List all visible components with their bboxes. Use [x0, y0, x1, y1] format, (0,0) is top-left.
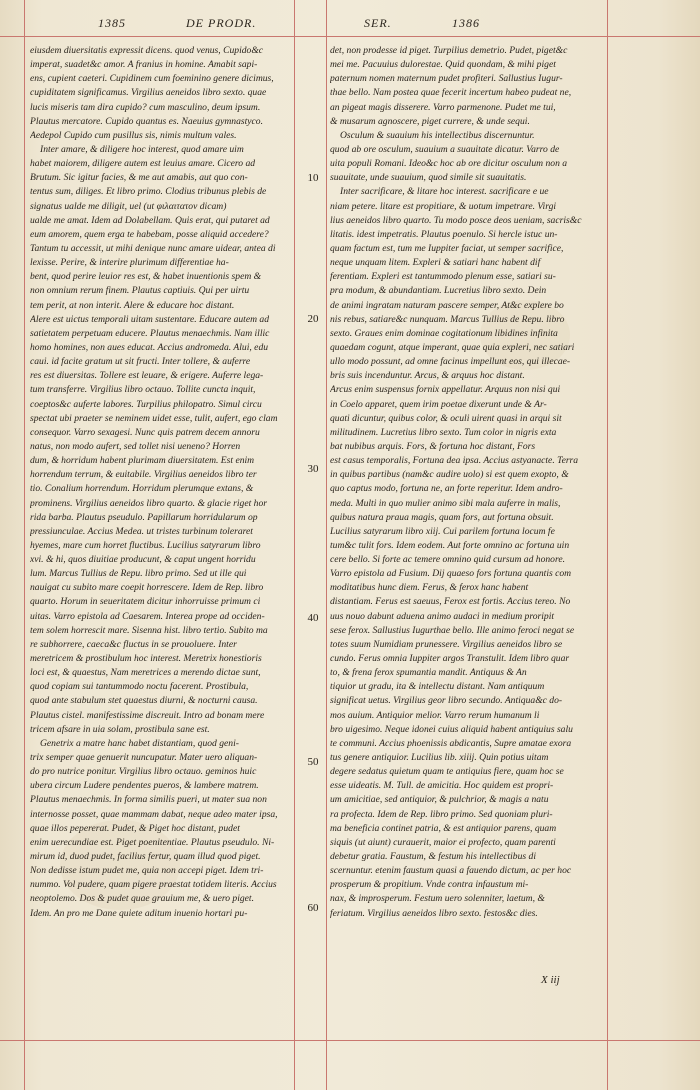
text-line: mos auium. Antiquior melior. Varro rerum humanum li: [330, 709, 540, 721]
margin-line-number: 20: [307, 313, 319, 325]
text-line: to, & frena ferox spumantia mandit. Antiquus & An: [330, 667, 527, 679]
text-line: scernuntur. etenim faustum quasi a fauendo dictum, ac per hoc: [330, 865, 572, 877]
text-line: nauigat cu subito mare coepit horrescere. Idem de Rep. libro: [30, 582, 264, 594]
left-page-number: 1385: [98, 16, 126, 30]
footer-rule: [0, 1040, 700, 1041]
text-line: xvi. & hi, quos diuitiae producunt, & caput ungent horridu: [30, 554, 256, 566]
text-line: niam petere. litare est propitiare, & uotum impetrare. Virgi: [330, 200, 557, 212]
text-line: sexto. Graues enim dominae cogitationum libidines infinita: [330, 327, 558, 339]
text-line: satietatem perpetuam educere. Plautus menaechmis. Nam illic: [30, 327, 270, 339]
text-line: quam factum est, tum me Iuppiter faciat, ut semper sacrifice,: [330, 242, 564, 254]
text-line: neque unquam litem. Expleri & satiari hanc habent dif: [330, 257, 541, 269]
text-line: quarto. Horum in seueritatem dicitur inhorruisse primum ci: [30, 596, 261, 608]
text-line: mei me. Pacuuius dulorestae. Quid quondam, & mihi piget: [330, 59, 556, 71]
text-line: quibus natura praua magis, quam fors, aut fortuna obsuit.: [330, 511, 554, 523]
text-line: bro uigesimo. Neque idonei cuius aliquid habent antiquius salu: [330, 723, 573, 735]
text-line: prosperum & propitium. Vnde contra infaustum mi-: [330, 879, 529, 891]
text-line: moditatibus hunc diem. Ferus, & ferox hanc habent: [330, 582, 529, 594]
text-line: tum&c tulit fors. Idem eodem. Aut forte omnino ac fortuna uin: [330, 539, 570, 551]
text-line: quati dicuntur, quibus color, & oculi uirent quasi in arqui sit: [330, 412, 562, 424]
text-line: re subhorrere, caeca&c fluctus in se prouoluere. Inter: [30, 638, 237, 650]
text-line: meretricem & prostibulum hoc interest. Meretrix honestioris: [30, 653, 262, 665]
text-line: tricem afsare in uia solam, prostibula sane est.: [30, 723, 210, 735]
text-line: do pro nutrice ponitur. Virgilius libro octauo. geminos huic: [30, 766, 257, 778]
text-line: tus genere antiquior. Lucilius lib. xiiij. Quin potius uitam: [330, 752, 549, 764]
text-line: Plautus mercatore. Cupido quantus es. Naeuius gymnastyco.: [30, 115, 263, 127]
text-line: quod ab ore osculum, suauium a suauitate dicatur. Varro de: [330, 143, 560, 155]
text-line: prominens. Virgilius aeneidos libro quarto. & glacie riget hor: [30, 497, 267, 509]
text-line: quod ante stabulum stet quaestus diurni, & nocturni causa.: [30, 695, 258, 707]
text-line: Aedepol Cupido cum pusillus sis, nimis multum vales.: [30, 129, 237, 141]
margin-line-number: 10: [307, 172, 319, 184]
text-line: mirum id, duod pudet, facilius fertur, quam illud quod piget.: [30, 851, 261, 863]
text-line: Lucilius satyrarum libro xiij. Cui parilem fortuna locum fe: [330, 525, 555, 537]
text-line: quo captus modo, fortuna ne, an forte reperitur. Idem andro-: [330, 483, 563, 495]
text-line: totes suum Numidiam prunessere. Virgilius aeneidos libro se: [330, 638, 563, 650]
header-rule: [0, 36, 700, 37]
text-line: pressiunculae. Accius Medea. ut tristes turbinum toleraret: [30, 525, 253, 537]
text-line: ualde me amat. Idem ad Dolabellam. Quis erat, qui putaret ad: [30, 214, 270, 226]
text-line: quae illos pepererat. Pudet, & Piget hoc distant, pudet: [30, 822, 240, 834]
right-running-title: SER.: [364, 16, 392, 30]
text-line: lum. Marcus Tullius de Repu. libro primo. Sed ut ille qui: [30, 568, 247, 580]
text-line: de animi ingratam naturam pascere semper, At&c explere bo: [330, 299, 564, 311]
text-line: meda. Multi in quo mulier animo sibi mala auferre in malis,: [330, 497, 561, 509]
text-line: thae bello. Nam postea quae fecerit incertum habeo pudeat ne,: [330, 87, 572, 99]
text-line: uita populi Romani. Ideo&c hoc ab ore dicitur osculum non a: [330, 158, 568, 170]
text-line: tentus sum, diliges. Et libro primo. Clodius tribunus plebis de: [30, 186, 267, 198]
text-line: Genetrix a matre hanc habet distantiam, quod geni-: [40, 737, 239, 749]
text-line: horrendum terrum, & euitabile. Virgilius aeneidos libro ter: [30, 469, 257, 481]
text-line: dum, & horridum habent plurimam diuersitatem. Est enim: [30, 455, 255, 467]
text-line: signatus ualde me diligit, uel (ut φιλαιτατον dicam): [30, 200, 227, 212]
text-line: res est diuersitas. Tollere est leuare, & erigere. Auferre lega-: [30, 370, 264, 382]
text-line: te communi. Accius phoenissis abdicantis, Supre amatae exora: [330, 737, 572, 749]
text-line: hyemes, mare cum horret fluctibus. Lucilius satyrarum libro: [30, 539, 261, 551]
text-line: in quibus partibus (nam&c audire uolo) si est quem exopto, &: [330, 469, 569, 481]
text-line: litatis. idest impetratis. Plautus poenulo. Si hercle istuc un-: [330, 228, 558, 240]
right-text-column: [330, 44, 602, 921]
text-line: Tantum tu accessit, ut mihi denique nunc amare uidear, antea di: [30, 242, 276, 254]
text-line: lucis miseris tam dira cupido? cum masculino, deum ipsum.: [30, 101, 261, 113]
text-line: an pigeat magis disserere. Varro parmenone. Pudet me tui,: [330, 101, 556, 113]
text-line: det, non prodesse id piget. Turpilius demetrio. Pudet, piget&c: [330, 45, 568, 56]
text-line: ma beneficia continet patria, & est antiquior parens, quam: [330, 822, 557, 834]
text-line: Plautus menaechmis. In forma similis pueri, ut mater sua non: [30, 794, 267, 806]
text-line: bat nubibus arquis. Fors, & fortuna hoc distant, Fors: [330, 440, 536, 452]
right-page-number: 1386: [452, 16, 480, 30]
left-text-column: [30, 44, 292, 921]
text-line: Varro epistola ad Fusium. Dij quaeso fors fortuna quantis com: [330, 568, 572, 580]
text-line: militudinem. Lucretius libro sexto. Tum color in nigris exta: [330, 426, 557, 438]
text-line: nummo. Vol pudere, quam pigere praestat totidem literis. Accius: [30, 879, 277, 891]
right-column-rule: [326, 0, 327, 1090]
text-line: tiquior ut gradu, ita & intellectu distant. Nam antiquum: [330, 681, 545, 693]
text-line: significat uetus. Virgilius geor libro secundo. Antiqua&c do-: [330, 695, 563, 707]
text-line: cupiditatem significamus. Virgilius aeneidos libro sexto. quae: [30, 87, 267, 99]
text-line: Plautus cistel. manifestissime discreuit. Intro ad bonam mere: [30, 709, 265, 721]
margin-line-number: 50: [307, 756, 319, 768]
margin-line-number: 30: [307, 463, 319, 475]
text-line: uus nouo dabunt aduena animo audaci in medium proripit: [330, 610, 555, 622]
text-line: enim uerecundiae est. Piget poenitentiae. Plautus pseudulo. Ni-: [30, 836, 275, 848]
text-line: tum transferre. Virgilius libro octauo. Tollite cuncta inquit,: [30, 384, 256, 396]
text-line: trix semper quae genuerit nuncupatur. Mater uero aliquan-: [30, 752, 258, 764]
text-line: ubera circum Ludere pendentes pueros, & lambere matrem.: [30, 780, 259, 792]
right-margin-rule: [607, 0, 608, 1090]
text-line: esse uideatis. M. Tull. de amicitia. Hoc quidem est propri-: [330, 780, 554, 792]
text-line: coeptos&c auferte labores. Turpilius philopatro. Simul circu: [30, 398, 262, 410]
text-line: internosse posset, quae mammam dabat, neque adeo mater ipsa,: [30, 808, 278, 820]
text-line: debetur gratia. Faustum, & festum his intellectibus di: [330, 851, 536, 863]
text-line: cundo. Ferus omnia Iuppiter argos Transtulit. Idem libro quar: [330, 653, 570, 665]
text-line: eum amorem, quem erga te habebam, posse aliquid accedere?: [30, 228, 269, 240]
text-line: bris suis incenduntur. Arcus, & arquus hoc distant.: [330, 370, 525, 382]
left-column-rule: [294, 0, 295, 1090]
text-line: Inter sacrificare, & litare hoc interest. sacrificare e ue: [340, 186, 549, 198]
text-line: eiusdem diuersitatis expressit dicens. quod venus, Cupido&c: [30, 45, 264, 56]
text-line: loci est, & quaestus, Nam meretrices a merendo dictae sunt,: [30, 667, 261, 679]
text-line: paternum nomen maternum pudet profiteri. Sallustius Iugur-: [330, 73, 563, 85]
text-line: tem solem horrescit mare. Sisenna hist. libro tertio. Subito ma: [30, 624, 268, 636]
left-running-title: DE PRODR.: [186, 16, 257, 30]
text-line: Inter amare, & diligere hoc interest, quod amare uim: [40, 143, 244, 155]
text-line: cere bello. Si forte ac temere omnino quid cursum ad honore.: [330, 554, 565, 566]
text-line: spectat ubi praeter se neminem uidet esse, tulit, aufert, ego clam: [30, 412, 278, 424]
text-line: degere sedatus quietum quam te antiquius fiere, quam hoc se: [330, 766, 564, 778]
text-line: Arcus enim suspensus fornix appellatur. Arquus non nisi qui: [330, 384, 561, 396]
text-line: habet maiorem, diligere autem est leuius amare. Cicero ad: [30, 158, 256, 170]
text-line: consequor. Varro sexagesi. Nunc quis patrem decem annoru: [30, 426, 260, 438]
text-line: Alere est uictus temporali uitam sustentare. Educare autem ad: [30, 313, 270, 325]
text-line: lexisse. Perire, & interire plurimum differentiae ha-: [30, 257, 229, 269]
text-line: siquis (ut aiunt) curauerit, maior ei profecto, quam parenti: [330, 836, 556, 848]
text-line: natus, non modo aufert, sed tollet nisi ueneno? Horren: [30, 440, 241, 452]
text-line: bent, quod perire leuior res est, & habet inuentionis spem &: [30, 271, 262, 283]
text-line: quod copiam sui tantummodo noctu facerent. Prostibula,: [30, 681, 249, 693]
text-line: ullo modo possunt, ad omne facinus impellunt eos, qui illecae-: [330, 356, 571, 368]
text-line: imperat, suadet&c amor. A franius in homine. Amabit sapi-: [30, 59, 258, 71]
text-line: in Coelo apparet, quem irim poetae dixerunt unde & Ar-: [330, 398, 547, 410]
text-line: non omnium rerum finem. Plautus captiuis. Qui per uirtu: [30, 285, 250, 297]
text-line: ferentiam. Expleri est tantummodo plenum esse, satiari su-: [330, 271, 556, 283]
text-line: Non dedisse istum pudet me, quia non accepi piget. Idem tri-: [30, 865, 264, 877]
text-line: homo homines, non aues educat. Accius andromeda. Alui, edu: [30, 341, 269, 353]
text-line: quaedam cogunt, atque imperant, quae quia expleri, nec satiari: [330, 341, 575, 353]
left-margin-rule: [24, 0, 25, 1090]
margin-line-number: 40: [307, 612, 319, 624]
text-line: pra modum, & abundantiam. Lucretius libro sexto. Dein: [330, 285, 547, 297]
text-line: distantiam. Ferus est saeuus, Ferox est fortis. Accius tereo. No: [330, 596, 571, 608]
text-line: suauitate, unde suauium, quod simile sit suauitatis.: [330, 172, 527, 184]
text-line: ens, cupient caeteri. Cupidinem cum foeminino genere dicimus,: [30, 73, 274, 85]
signature-mark: X iij: [541, 974, 560, 986]
text-line: Idem. An pro me Dane quiete aditum inuenio hortari pu-: [30, 907, 248, 919]
text-line: ra profecta. Idem de Rep. libro primo. Sed quoniam pluri-: [330, 808, 553, 820]
text-line: Brutum. Sic igitur facies, & me aut amabis, aut quo con-: [30, 172, 248, 184]
text-line: uitas. Varro epistola ad Caesarem. Interea prope ad occiden-: [30, 610, 265, 622]
text-line: lius aeneidos libro quarto. Tu modo posce deos ueniam, sacris&c: [330, 214, 582, 226]
text-line: Osculum & suauium his intellectibus discernuntur.: [340, 129, 535, 141]
text-line: est casus temporalis, Fortuna dea ipsa. Accius astyanacte. Terra: [330, 455, 579, 467]
text-line: um amicitiae, sed antiquior, & pulchrior, & magis a natu: [330, 794, 549, 806]
text-line: & musarum agnoscere, piget currere, & unde sequi.: [330, 115, 530, 127]
text-line: feriatum. Virgilius aeneidos libro sexto. festos&c dies.: [330, 907, 538, 919]
text-line: tem perit, at non interit. Alere & educare hoc distant.: [30, 299, 235, 311]
text-line: nis rebus, satiare&c nunquam. Marcus Tullius de Repu. libro: [330, 313, 565, 325]
text-line: caui. id facite gratum ut sit fructi. Inter tollere, & auferre: [30, 356, 251, 368]
text-line: neoptolemo. Dos & pudet quae grauium me, & uero piget.: [30, 893, 255, 905]
text-line: sese ferox. Sallustius Iugurthae bello. Ille animo feroci negat se: [330, 624, 575, 636]
margin-line-number: 60: [307, 902, 319, 914]
text-line: tio. Conalium horrendum. Horridum plerumque extans, &: [30, 483, 254, 495]
text-line: nax, & improsperum. Festum uero solenniter, laetum, &: [330, 893, 545, 905]
text-line: rida barba. Plautus pseudulo. Papillarum horridularum op: [30, 511, 258, 523]
